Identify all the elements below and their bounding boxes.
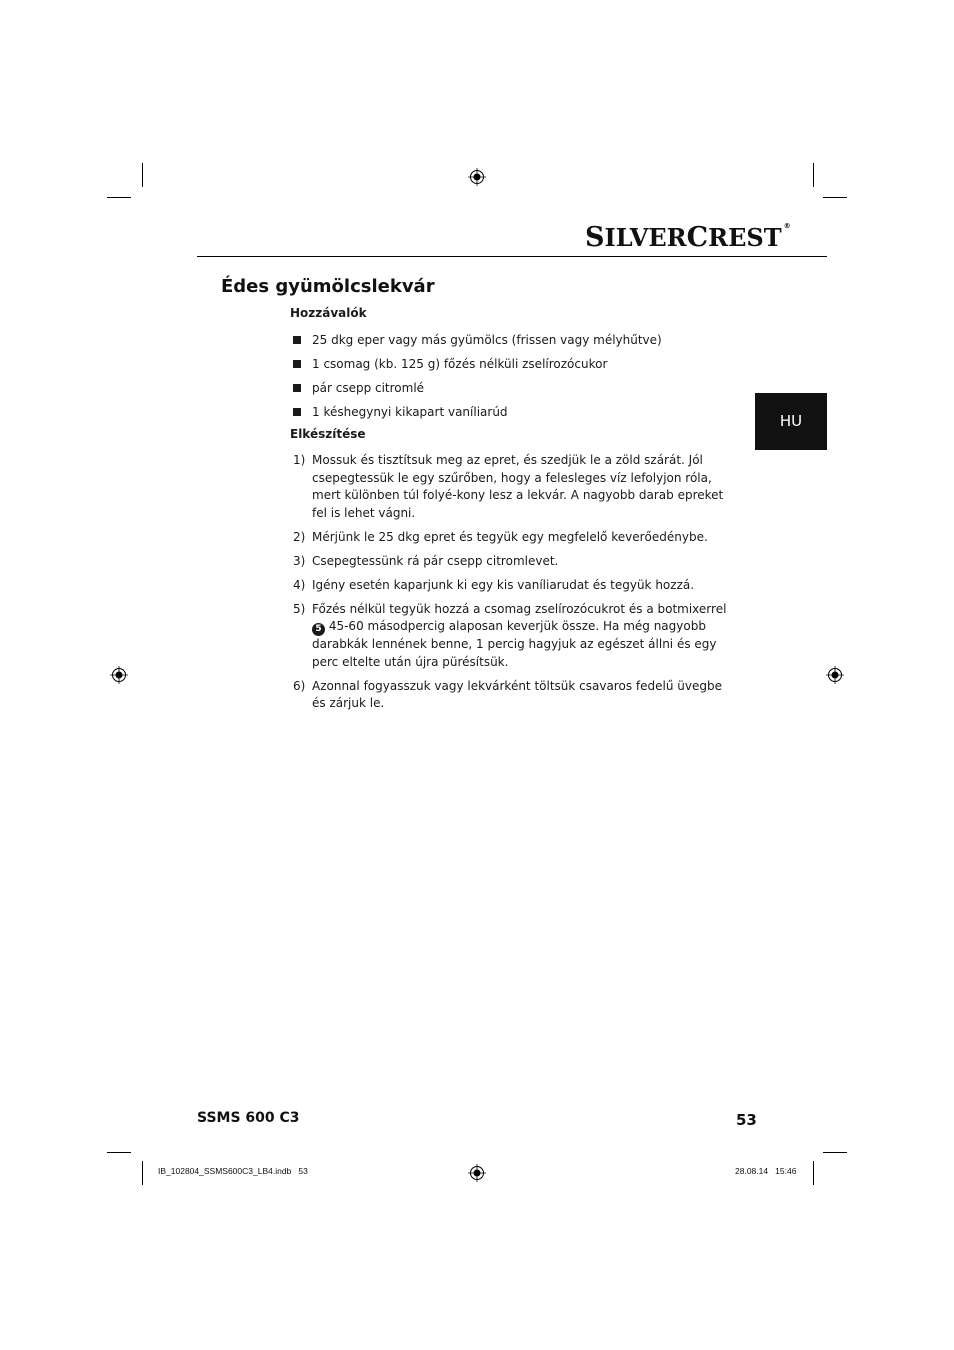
registration-mark-icon — [826, 666, 844, 684]
crop-mark — [813, 1161, 814, 1185]
list-item: 25 dkg eper vagy más gyümölcs (frissen vagy mélyhűtve) — [293, 332, 733, 356]
language-tab: HU — [755, 393, 827, 450]
step-item: 4) Igény esetén kaparjunk ki egy kis vaníliarudat és tegyük hozzá. — [293, 577, 695, 592]
crop-mark — [813, 163, 814, 187]
list-item: pár csepp citromlé — [293, 380, 733, 404]
model-number: SSMS 600 C3 — [197, 1110, 300, 1126]
crop-mark — [142, 163, 143, 187]
crop-mark — [823, 197, 847, 198]
bullet-square-icon — [293, 384, 301, 392]
crop-mark — [107, 1152, 131, 1153]
crop-mark — [823, 1152, 847, 1153]
step-item: 1) Mossuk és tisztítsuk meg az epret, és szedjük le a zöld szárát. Jól csepegtessük le egy szűrőben, hogy a felesleges víz lefolyjon róla, mert különben túl folyé-kony lesz a lekvár. A nagyobb darab epreket fel is lehet vágni. — [293, 453, 724, 520]
bullet-square-icon — [293, 336, 301, 344]
registration-mark-icon — [468, 1164, 486, 1182]
step-item: 2) Mérjünk le 25 dkg epret és tegyük egy megfelelő keverőedénybe. — [293, 529, 708, 544]
bullet-square-icon — [293, 360, 301, 368]
step-item: 5) Főzés nélkül tegyük hozzá a csomag zselírozócukrot és a botmixerrel 5 45-60 másodpercig alaposan keverjük össze. Ha még nagyobb darabkák lennének benne, 1 percig hagyjuk az egészet állni és egy perc eltelte után újra pürésítsük. — [293, 601, 727, 669]
print-slug-file: IB_102804_SSMS600C3_LB4.indb 53 — [158, 1166, 308, 1176]
figure-reference-badge: 5 — [312, 623, 325, 636]
ingredients-list — [293, 332, 733, 428]
crop-mark — [142, 1161, 143, 1185]
crop-mark — [107, 197, 131, 198]
brand-logo: SILVERCREST ® — [585, 222, 791, 253]
list-item: 1 csomag (kb. 125 g) főzés nélküli zselírozócukor — [293, 356, 733, 380]
list-item: 1 késhegynyi kikapart vaníliarúd — [293, 404, 733, 428]
step-item: 3) Csepegtessünk rá pár csepp citromlevet. — [293, 553, 559, 568]
registration-mark-icon — [468, 168, 486, 186]
bullet-square-icon — [293, 408, 301, 416]
page-number: 53 — [736, 1111, 757, 1129]
step-item: 6) Azonnal fogyasszuk vagy lekvárként töltsük csavaros fedelű üvegbe és zárjuk le. — [293, 678, 722, 710]
header-rule — [197, 256, 827, 257]
registration-mark-icon — [110, 666, 128, 684]
preparation-steps — [293, 452, 738, 719]
preparation-heading: Elkészítése — [290, 427, 366, 441]
page-title: Édes gyümölcslekvár — [221, 276, 435, 297]
print-slug-date: 28.08.14 15:46 — [735, 1166, 797, 1176]
ingredients-heading: Hozzávalók — [290, 306, 367, 320]
